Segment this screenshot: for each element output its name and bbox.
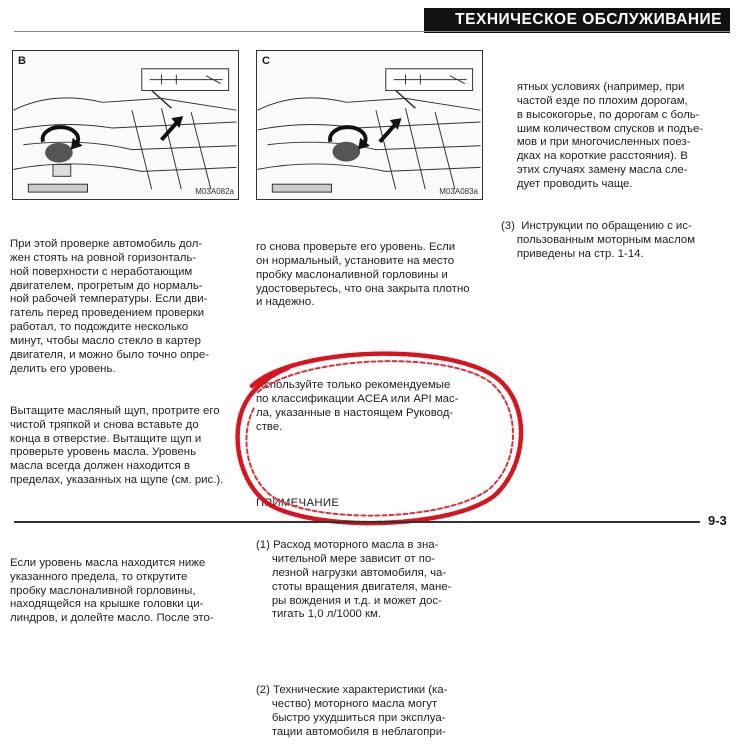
engine-illustration-c (257, 51, 482, 199)
figure-c-filler-cap (256, 50, 483, 200)
pointer-arrow-icon (162, 122, 178, 140)
paragraph-recheck: го снова проверьте его уровень. Если он нормальный, установите на место пробку маслоналивной горловины и удостоверьтесь, что она закрыта плотно и надежно. (256, 240, 470, 309)
figure-code: M03A082a (195, 187, 234, 196)
note-item-2-continued: ятных условиях (например, при частой езде по плохим дорогам, в высокогорье, по дорогам с боль- шим количеством спусков и подъе- мов и при многочисленных поез- дках на короткие расстояния). В этих случаях замену масла сле- дует проводить чаще. (516, 80, 704, 191)
figure-b-dipstick-check (12, 50, 239, 200)
figure-code: M03A083a (439, 187, 478, 196)
figure-letter: C (262, 55, 270, 67)
oil-filler-cap-icon (333, 142, 361, 162)
paragraph-recommended-oils: Используйте только рекомендуемые по классификации ACEA или API мас- ла, указанные в настоящем Руковод- стве. (256, 378, 459, 433)
text-column-1 (10, 210, 242, 640)
paragraph-dipstick: Вытащите масляный щуп, протрите его чистой тряпкой и снова вставьте до конца в отверстие. Вытащите щуп и проверьте уровень масла. Уровень масла всегда должен находится в пределах, указанных на щупе (см. рис.). (10, 404, 224, 487)
note-title: ПРИМЕЧАНИЕ (256, 497, 340, 510)
text-column-2 (256, 213, 490, 754)
paragraph-low-level: Если уровень масла находится ниже указанного предела, то открутите пробку маслоналивной горловины, находящейся на крышке головки ци- линдров, и долейте масло. После это- (10, 556, 214, 625)
section-header (424, 8, 730, 33)
header-divider (14, 31, 730, 32)
note-item-1: (1) Расход моторного масла в зна- чительной мере зависит от по- лезной нагрузки автомобиля, ча- стоты вращения двигателя, мане- ры вождения и т.д. и может дос- тигать 1,0 л/1000 км. (256, 538, 452, 621)
figure-letter: B (18, 55, 26, 67)
engine-illustration-b (13, 51, 238, 199)
note-item-2: (2) Технические характеристики (ка- чество) моторного масла могут быстро ухудшиться при эксплуа- тации автомобиля в неблагопри- (256, 684, 448, 738)
section-title: ТЕХНИЧЕСКОЕ ОБСЛУЖИВАНИЕ (455, 11, 722, 28)
note-item-3: (3) Инструкции по обращению с ис- пользованным моторным маслом приведены на стр. 1-14. (501, 219, 696, 260)
paragraph-check-conditions: При этой проверке автомобиль дол- жен стоять на ровной горизонталь- ной поверхности с неработающим двигателем, прогретым до нормаль- ной рабочей температуры. Если дви- гатель перед проведением проверки работал, то подождите несколько минут, чтобы масло стекло в картер двигателя, и можно было точно опре- делить его уровень. (10, 237, 210, 375)
text-column-3 (501, 53, 733, 276)
page-number: 9-3 (708, 513, 727, 528)
footer-divider (14, 521, 700, 523)
oil-filler-cap-icon (45, 143, 73, 163)
